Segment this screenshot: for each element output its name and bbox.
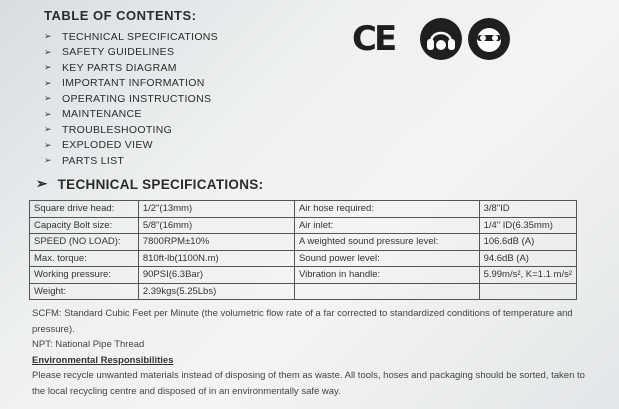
table-cell: Square drive head:	[30, 201, 139, 218]
table-row	[30, 234, 577, 251]
ce-mark: CE	[352, 19, 395, 59]
toc-list	[44, 29, 218, 169]
table-cell: Air inlet:	[294, 217, 479, 234]
table-row	[30, 201, 577, 218]
toc-item: ➢ MAINTENANCE	[44, 108, 142, 121]
arrow-icon: ➢	[36, 176, 48, 191]
table-row	[30, 217, 577, 234]
table-cell: 7800RPM±10%	[138, 234, 294, 251]
table-cell: 3/8"ID	[479, 201, 576, 218]
arrow-icon: ➢	[44, 77, 52, 88]
arrow-icon: ➢	[44, 139, 52, 150]
table-row	[30, 267, 577, 284]
arrow-icon: ➢	[44, 93, 52, 104]
toc-item: ➢ TECHNICAL SPECIFICATIONS	[44, 30, 218, 43]
arrow-icon: ➢	[44, 62, 52, 73]
table-cell: Vibration in handle:	[294, 267, 479, 284]
notes-section	[32, 306, 592, 399]
table-cell: 1/4" ID(6.35mm)	[479, 217, 576, 234]
compliance-marks	[352, 18, 510, 60]
table-cell: Sound power level:	[294, 250, 479, 267]
environment-text: Please recycle unwanted materials instead of disposing of them as waste. All tools, hoses and packaging should be sorted, taken to the local recycling centre and disposed of in an environmentally safe way.	[32, 370, 585, 397]
arrow-icon: ➢	[44, 124, 52, 135]
table-cell: Weight:	[30, 283, 139, 300]
table-cell: Capacity Bolt size:	[30, 217, 139, 234]
toc-title: TABLE OF CONTENTS:	[44, 8, 197, 23]
arrow-icon: ➢	[44, 108, 52, 119]
table-cell: 810ft-lb(1100N.m)	[138, 250, 294, 267]
table-cell: 94.6dB (A)	[479, 250, 576, 267]
npt-note: NPT: National Pipe Thread	[32, 339, 145, 350]
specs-table	[29, 200, 577, 300]
table-cell: 90PSI(6.3Bar)	[138, 267, 294, 284]
table-cell: 5.99m/s², K=1.1 m/s²	[479, 267, 576, 284]
table-cell: SPEED (NO LOAD):	[30, 234, 139, 251]
toc-item: ➢ SAFETY GUIDELINES	[44, 46, 175, 59]
eye-protection-icon	[468, 18, 510, 60]
table-cell: 2.39kgs(5.25Lbs)	[138, 283, 294, 300]
scfm-note: SCFM: Standard Cubic Feet per Minute (the volumetric flow rate of a far corrected to standardized conditions of temperature and pressure).	[32, 308, 573, 335]
table-row	[30, 283, 577, 300]
toc-item: ➢ EXPLODED VIEW	[44, 139, 153, 152]
arrow-icon: ➢	[44, 46, 52, 57]
table-cell: 5/8"(16mm)	[138, 217, 294, 234]
table-row	[30, 250, 577, 267]
table-cell: A weighted sound pressure level:	[294, 234, 479, 251]
environment-heading: Environmental Responsibilities	[32, 354, 174, 366]
toc-item: ➢ KEY PARTS DIAGRAM	[44, 61, 177, 74]
toc-item: ➢ TROUBLESHOOTING	[44, 123, 173, 136]
ear-protection-icon	[420, 18, 462, 60]
table-cell: Working pressure:	[30, 267, 139, 284]
toc-item: ➢ PARTS LIST	[44, 154, 125, 167]
table-cell: Max. torque:	[30, 250, 139, 267]
toc-item: ➢ OPERATING INSTRUCTIONS	[44, 92, 212, 105]
table-cell: 1/2"(13mm)	[138, 201, 294, 218]
table-cell: Air hose required:	[294, 201, 479, 218]
arrow-icon: ➢	[44, 31, 52, 42]
specs-heading: ➢ TECHNICAL SPECIFICATIONS:	[36, 176, 264, 192]
table-cell	[479, 283, 576, 300]
toc-item: ➢ IMPORTANT INFORMATION	[44, 77, 205, 90]
arrow-icon: ➢	[44, 155, 52, 166]
table-cell	[294, 283, 479, 300]
table-cell: 106.6dB (A)	[479, 234, 576, 251]
